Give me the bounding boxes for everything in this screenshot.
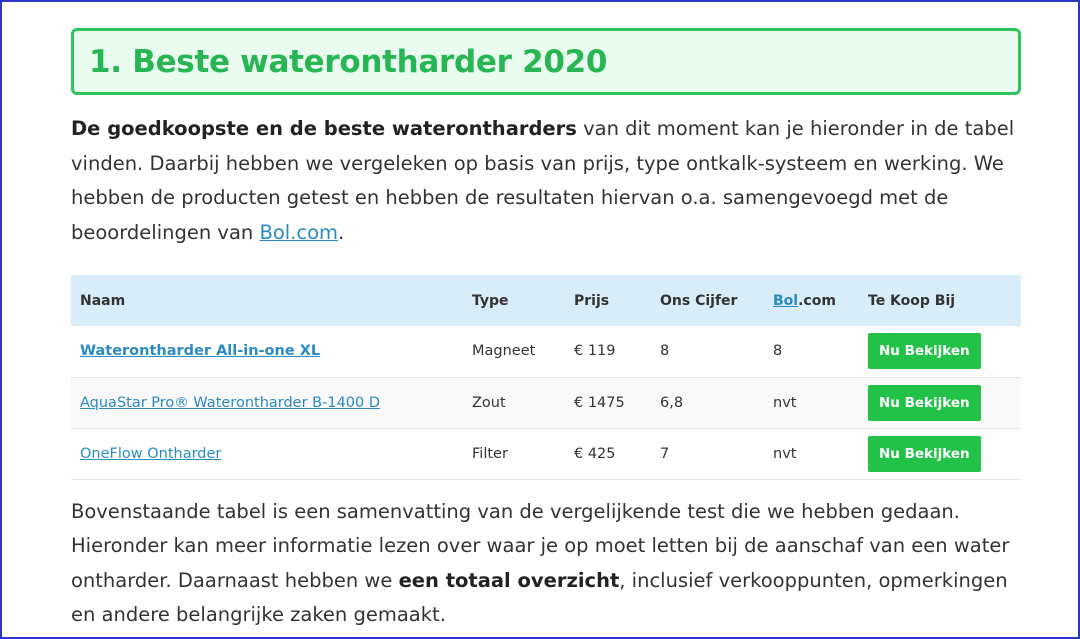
- intro-paragraph: [71, 112, 1021, 250]
- cell-bol: 8: [773, 343, 783, 360]
- cell-buy: [868, 377, 1021, 428]
- cell-type: Zout: [472, 394, 506, 411]
- cell-score: 8: [660, 343, 670, 360]
- column-header-buy: Te Koop Bij: [868, 292, 956, 309]
- view-button[interactable]: Nu Bekijken: [868, 436, 981, 472]
- cell-name: [71, 326, 472, 377]
- intro-text: van dit moment kan je hieronder in de tabel vinden. Daarbij hebben we vergeleken op basis van prijs, type ontkalk-systeem en werking. We hebben de producten getest en hebben de resultaten hiervan o.a. samengevoegd met de beoordelingen van: [71, 117, 1015, 244]
- bol-header-suffix: .com: [798, 292, 836, 309]
- table-row: [71, 326, 1021, 377]
- cell-bol: nvt: [773, 394, 797, 411]
- cell-buy: [868, 428, 1021, 479]
- cell-bol: nvt: [773, 445, 797, 462]
- outro-paragraph: [71, 495, 1021, 633]
- article-content: [71, 28, 1021, 633]
- cell-type: Magneet: [472, 343, 536, 360]
- cell-price: € 1475: [574, 394, 625, 411]
- column-header-score: Ons Cijfer: [660, 292, 738, 309]
- product-link[interactable]: Waterontharder All-in-one XL: [80, 343, 321, 360]
- view-button[interactable]: Nu Bekijken: [868, 385, 981, 421]
- cell-score: 7: [660, 445, 670, 462]
- outro-bold-text: een totaal overzicht: [398, 568, 620, 592]
- comparison-table: [71, 275, 1021, 480]
- product-link[interactable]: AquaStar Pro® Waterontharder B-1400 D: [80, 394, 381, 411]
- cell-price: € 425: [574, 445, 616, 462]
- column-header-price: Prijs: [574, 292, 610, 309]
- cell-price: € 119: [574, 343, 616, 360]
- intro-bold-text: De goedkoopste en de beste waterontharders: [71, 117, 577, 140]
- table-header-row: [71, 275, 1021, 326]
- bol-com-link[interactable]: Bol.com: [259, 220, 339, 244]
- section-heading: 1. Beste waterontharder 2020: [89, 43, 608, 80]
- column-header-type: Type: [472, 292, 509, 309]
- column-header-name: Naam: [80, 292, 126, 309]
- bol-header-link[interactable]: Bol: [773, 292, 799, 309]
- product-link[interactable]: OneFlow Ontharder: [80, 445, 222, 462]
- table-row: [71, 377, 1021, 428]
- outro-text: Bovenstaande tabel is een samenvatting van de vergelijkende test die we hebben gedaan. Hieronder kan meer informatie lezen over waar je op moet letten bij de aanschaf van een water ontharder. Daarnaast hebben we: [71, 499, 1010, 592]
- cell-name: [71, 377, 472, 428]
- cell-name: [71, 428, 472, 479]
- column-header-bol: [773, 275, 868, 326]
- intro-text-end: .: [338, 220, 345, 244]
- outro-text-end: , inclusief verkooppunten, opmerkingen en andere belangrijke zaken gemaakt.: [71, 568, 1008, 626]
- cell-score: 6,8: [660, 394, 684, 411]
- cell-type: Filter: [472, 445, 508, 462]
- cell-buy: [868, 326, 1021, 377]
- table-row: [71, 428, 1021, 479]
- view-button[interactable]: Nu Bekijken: [868, 333, 981, 369]
- section-heading-box: [71, 28, 1021, 95]
